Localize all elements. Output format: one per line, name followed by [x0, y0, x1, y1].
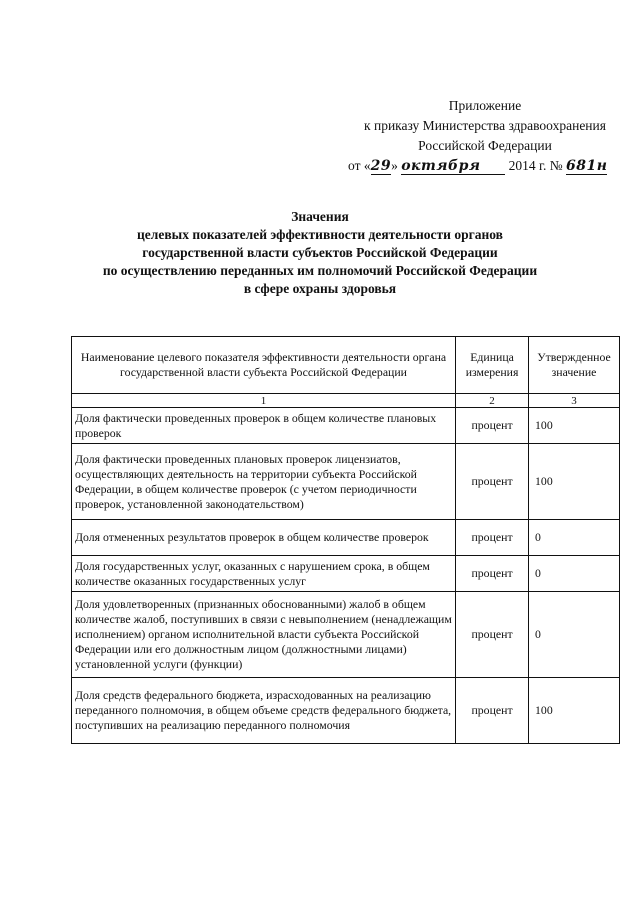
column-number-row — [72, 394, 620, 408]
indicator-name: Доля отмененных результатов проверок в общем количестве проверок — [72, 520, 456, 556]
table-row — [72, 444, 620, 520]
indicator-name: Доля удовлетворенных (признанных обоснованными) жалоб в общем количестве жалоб, поступивших в связи с невыполнением (ненадлежащим исполнением) органом исполнительной власти субъекта Российской Федерации или его должностным лицом (должностными лицами) установленной услуги (функции) — [72, 592, 456, 678]
indicator-unit: процент — [456, 556, 529, 592]
indicator-name: Доля фактически проведенных плановых проверок лицензиатов, осуществляющих деятельность на территории субъекта Российской Федерации, в общем количестве проверок (с учетом периодичности проверок, установленной законодательством) — [72, 444, 456, 520]
indicators-table — [71, 336, 620, 744]
document-title — [60, 208, 580, 298]
column-number: 2 — [456, 394, 529, 408]
order-day: 29 — [370, 158, 392, 174]
indicator-unit: процент — [456, 520, 529, 556]
column-number: 1 — [72, 394, 456, 408]
order-reference: к приказу Министерства здравоохранения — [364, 118, 606, 133]
title-line: целевых показателей эффективности деятельности органов — [137, 227, 503, 242]
title-line: государственной власти субъектов Российской Федерации — [142, 245, 498, 260]
table-row — [72, 592, 620, 678]
order-prefix: от « — [348, 158, 371, 173]
table-row — [72, 556, 620, 592]
indicator-name: Доля государственных услуг, оказанных с нарушением срока, в общем количестве оказанных государственных услуг — [72, 556, 456, 592]
appendix-header — [340, 96, 630, 156]
indicator-name: Доля фактически проведенных проверок в общем количестве плановых проверок — [72, 408, 456, 444]
table-row — [72, 520, 620, 556]
indicator-value: 100 — [529, 408, 620, 444]
indicator-value: 100 — [529, 678, 620, 744]
title-line: в сфере охраны здоровья — [243, 281, 397, 296]
indicator-unit: процент — [456, 444, 529, 520]
indicator-value: 100 — [529, 444, 620, 520]
table-row — [72, 678, 620, 744]
column-number: 3 — [529, 394, 620, 408]
indicator-unit: процент — [456, 592, 529, 678]
order-number: 681н — [566, 158, 608, 174]
indicator-value: 0 — [529, 592, 620, 678]
appendix-label: Приложение — [448, 98, 522, 113]
header-indicator-name: Наименование целевого показателя эффективности деятельности органа государственной власти субъекта Российской Федерации — [72, 337, 456, 394]
title-line: по осуществлению переданных им полномочий Российской Федерации — [102, 263, 538, 278]
table-header-row — [72, 337, 620, 394]
indicator-unit: процент — [456, 678, 529, 744]
indicator-value: 0 — [529, 556, 620, 592]
order-year: 2014 г. № — [508, 158, 563, 173]
header-approved-value: Утвержденное значение — [529, 337, 620, 394]
ministry-country: Российской Федерации — [418, 138, 552, 153]
order-date-line — [348, 156, 628, 176]
indicator-name: Доля средств федерального бюджета, израсходованных на реализацию переданного полномочия, в общем объеме средств федерального бюджета, поступивших на реализацию переданного полномочия — [72, 678, 456, 744]
indicator-unit: процент — [456, 408, 529, 444]
order-month: октября — [401, 158, 505, 175]
table-row — [72, 408, 620, 444]
title-line: Значения — [291, 209, 349, 224]
indicator-value: 0 — [529, 520, 620, 556]
order-quote-close: » — [391, 158, 398, 173]
header-unit: Единица измерения — [456, 337, 529, 394]
